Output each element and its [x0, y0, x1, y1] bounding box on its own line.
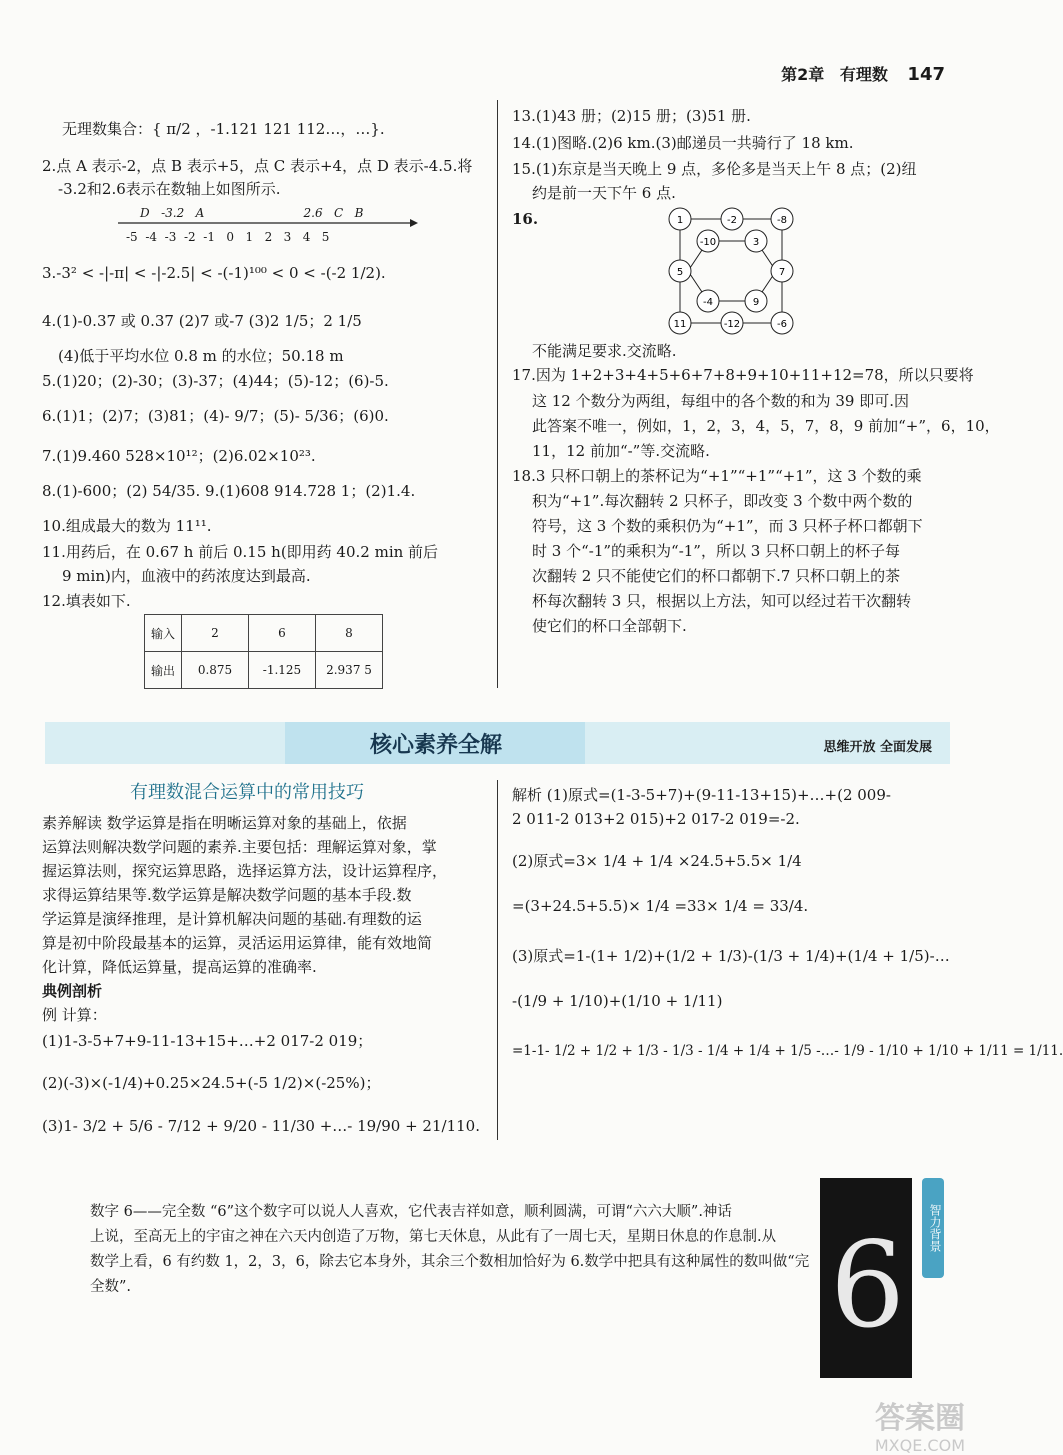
answer-line: 不能满足要求.交流略.	[532, 342, 677, 360]
core-line: 握运算法则，探究运算思路，选择运算方法，设计运算程序，	[42, 862, 448, 880]
answer-line: 15.(1)东京是当天晚上 9 点，多伦多是当天上午 8 点；(2)纽	[512, 160, 917, 178]
footer-line: 上说，至高无上的宇宙之神在六天内创造了万物，第七天休息，从此有了一周七天，星期日休息的作息制.从	[90, 1229, 777, 1245]
section-subtitle: 有理数混合运算中的常用技巧	[130, 782, 364, 803]
diagram-node-label: 11	[673, 319, 687, 330]
answer-line: 符号，这 3 个数的乘积仍为“+1”，而 3 只杯子杯口都朝下	[532, 517, 923, 535]
answer-line: 4.(1)-0.37 或 0.37 (2)7 或-7 (3)2 1/5；2 1/5	[42, 312, 362, 330]
digit-six-image	[820, 1178, 912, 1378]
core-line: 化计算，降低运算量，提高运算的准确率.	[42, 958, 317, 976]
core-line: 算是初中阶段最基本的运算，灵活运用运算律，能有效地简	[42, 934, 433, 952]
answer-line: 此答案不唯一，例如，1，2，3，4，5，7，8，9 前加“+”，6，10，	[532, 417, 1000, 435]
answer-line: 14.(1)图略.(2)6 km.(3)邮递员一共骑行了 18 km.	[512, 134, 854, 152]
answer-line: 3.-3² < -|-π| < -|-2.5| < -(-1)¹⁰⁰ < 0 < -(-2 1/2).	[42, 264, 386, 282]
table-row	[145, 615, 383, 652]
footer-line: 数字 6——完全数 “6”这个数字可以说人人喜欢，它代表吉祥如意，顺利圆满，可谓“六六大顺”.神话	[90, 1204, 732, 1220]
answer-line: 无理数集合：{ π/2 ，-1.121 121 112…，…}.	[62, 120, 385, 138]
banner-slogan: 思维开放 全面发展	[823, 740, 932, 755]
solution-line: 解析 (1)原式=(1-3-5+7)+(9-11-13+15)+…+(2 009-	[512, 786, 891, 804]
answer-line: 积为“+1”.每次翻转 2 只杯子，即改变 3 个数中两个数的	[532, 492, 913, 510]
answer-line: 时 3 个“-1”的乘积为“-1”，所以 3 只杯口朝上的杯子每	[532, 542, 901, 560]
number-line-point-labels: D -3.2 A 2.6 C B	[140, 206, 364, 220]
diagram-node-label: -6	[777, 319, 787, 330]
core-line: 例 计算：	[42, 1006, 107, 1024]
table-cell: 6	[249, 615, 316, 652]
solution-line: =1-1- 1/2 + 1/2 + 1/3 - 1/3 - 1/4 + 1/4 + 1/5 -…- 1/9 - 1/10 + 1/10 + 1/11 = 1/11.	[512, 1043, 1063, 1059]
answer-line: 7.(1)9.460 528×10¹²；(2)6.02×10²³.	[42, 447, 316, 465]
diagram-node-label: 9	[752, 297, 760, 308]
watermark-url: MXQE.COM	[874, 1436, 965, 1455]
digit-six: 6	[830, 1216, 906, 1354]
core-line: 运算法则解决数学问题的素养.主要包括：理解运算对象，掌	[42, 838, 437, 856]
solution-line: (2)原式=3× 1/4 + 1/4 ×24.5+5.5× 1/4	[512, 852, 802, 870]
page-header	[771, 62, 945, 85]
answer-line: (4)低于平均水位 0.8 m 的水位；50.18 m	[58, 347, 344, 365]
answer-line: 18.3 只杯口朝上的茶杯记为“+1”“+1”“+1”，这 3 个数的乘	[512, 467, 922, 485]
diagram-node-label: -4	[703, 297, 713, 308]
footer-note	[90, 1200, 810, 1300]
footer-line: 数学上看，6 有约数 1，2，3，6，除去它本身外，其余三个数相加恰好为 6.数学中把具有这种属性的数叫做“完	[90, 1254, 810, 1270]
solution-line: -(1/9 + 1/10)+(1/10 + 1/11)	[512, 992, 723, 1010]
page-number: 147	[907, 64, 945, 85]
answer-line: 约是前一天下午 6 点.	[532, 184, 676, 202]
diagram-node-label: 5	[676, 267, 684, 278]
diagram-node-label: -2	[727, 215, 737, 226]
table-cell: 2	[182, 615, 249, 652]
core-line: (2)(-3)×(-1/4)+0.25×24.5+(-5 1/2)×(-25%)；	[42, 1074, 381, 1092]
core-banner	[45, 722, 950, 764]
diagram-node-label: 3	[752, 237, 760, 248]
answer-line: 次翻转 2 只不能使它们的杯口都朝下.7 只杯口朝上的茶	[532, 567, 901, 585]
number-line-ticks: -5 -4 -3 -2 -1 0 1 2 3 4 5	[126, 230, 330, 244]
table-cell: 2.937 5	[316, 652, 383, 689]
banner-title: 核心素养全解	[370, 733, 503, 758]
core-line: 素养解读 数学运算是指在明晰运算对象的基础上，依据	[42, 814, 407, 832]
answer-line: 8.(1)-600；(2) 54/35. 9.(1)608 914.728 1；(2)1.4.	[42, 482, 416, 500]
answer-line: 6.(1)1；(2)7；(3)81；(4)- 9/7；(5)- 5/36；(6)0.	[42, 407, 389, 425]
solution-line: 2 011-2 013+2 015)+2 017-2 019=-2.	[512, 810, 800, 828]
side-tag: 智力背景	[922, 1178, 944, 1278]
table-cell: 输入	[145, 615, 182, 652]
solution-line: =(3+24.5+5.5)× 1/4 =33× 1/4 = 33/4.	[512, 897, 809, 915]
table-cell: -1.125	[249, 652, 316, 689]
table-row	[145, 652, 383, 689]
chapter-title: 有理数	[839, 65, 888, 84]
answer-line: -3.2和2.6表示在数轴上如图所示.	[58, 180, 281, 198]
answer-line: 使它们的杯口全部朝下.	[532, 617, 687, 635]
diagram-node-label: 1	[676, 215, 684, 226]
answer-line: 12.填表如下.	[42, 592, 131, 610]
diagram-node-label: -12	[723, 319, 741, 330]
core-heading: 典例剖析	[42, 982, 103, 1000]
diagram-node-label: -10	[699, 237, 717, 248]
answer-line: 11，12 前加“-”等.交流略.	[532, 442, 710, 460]
column-divider-top	[497, 100, 498, 688]
footer-line: 全数”.	[90, 1279, 132, 1295]
answer-line: 杯每次翻转 3 只，根据以上方法，知可以经过若干次翻转	[532, 592, 912, 610]
answer-line: 10.组成最大的数为 11¹¹.	[42, 517, 212, 535]
magic-diagram	[666, 205, 798, 339]
io-table	[144, 614, 383, 689]
answer-line: 13.(1)43 册；(2)15 册；(3)51 册.	[512, 107, 751, 125]
answer-line: 9 min)内，血液中的药浓度达到最高.	[62, 567, 311, 585]
watermark-logo: 答案圈	[875, 1401, 965, 1436]
core-line: (3)1- 3/2 + 5/6 - 7/12 + 9/20 - 11/30 +…- 19/90 + 21/110.	[42, 1117, 480, 1135]
answer-line: 11.用药后，在 0.67 h 前后 0.15 h(即用药 40.2 min 前后	[42, 543, 439, 561]
column-divider-bottom	[497, 780, 498, 1140]
chapter-label: 第2章	[781, 65, 825, 84]
diagram-node-label: 7	[778, 267, 786, 278]
answer-line: 16.	[512, 210, 539, 228]
table-cell: 8	[316, 615, 383, 652]
diagram-node-label: -8	[777, 215, 787, 226]
magic-diagram-svg	[666, 205, 798, 339]
core-line: 求得运算结果等.数学运算是解决数学问题的基本手段.数	[42, 886, 412, 904]
core-line: (1)1-3-5+7+9-11-13+15+…+2 017-2 019；	[42, 1032, 373, 1050]
core-line: 学运算是演绎推理，是计算机解决问题的基础.有理数的运	[42, 910, 422, 928]
solution-line: (3)原式=1-(1+ 1/2)+(1/2 + 1/3)-(1/3 + 1/4)+(1/4 + 1/5)-…	[512, 947, 950, 965]
answer-line: 5.(1)20；(2)-30；(3)-37；(4)44；(5)-12；(6)-5.	[42, 372, 389, 390]
answer-line: 这 12 个数分为两组，每组中的各个数的和为 39 即可.因	[532, 392, 910, 410]
table-cell: 输出	[145, 652, 182, 689]
table-cell: 0.875	[182, 652, 249, 689]
answer-line: 2.点 A 表示-2，点 B 表示+5，点 C 表示+4，点 D 表示-4.5.将	[42, 157, 473, 175]
answer-line: 17.因为 1+2+3+4+5+6+7+8+9+10+11+12=78，所以只要将	[512, 366, 974, 384]
